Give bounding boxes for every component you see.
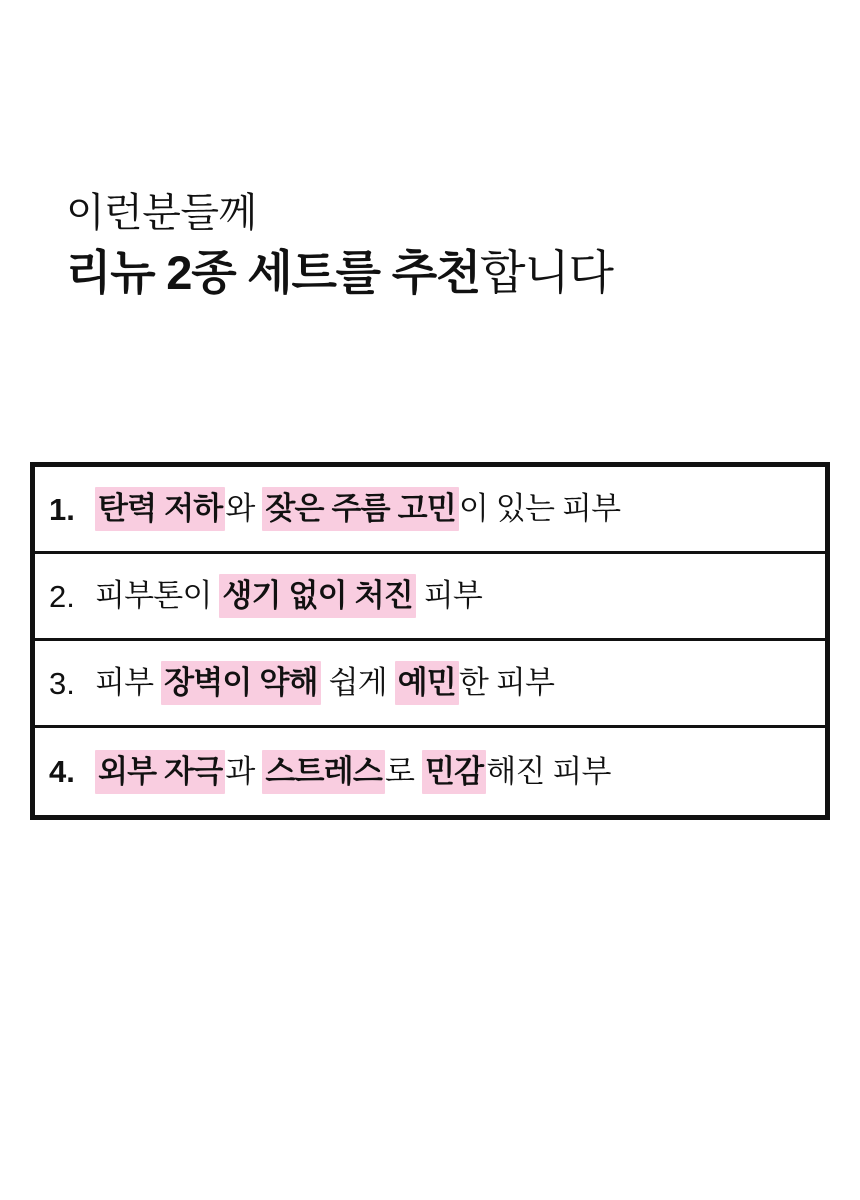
heading-title-emphasis: 리뉴 2종 세트를 추천: [66, 246, 481, 299]
list-item: [35, 641, 825, 728]
list-item-text: [95, 754, 825, 790]
highlight-phrase: 탄력 저하: [95, 487, 225, 531]
list-item-number: 1.: [49, 491, 75, 527]
plain-phrase: 로: [384, 753, 422, 789]
highlight-phrase: 잦은 주름 고민: [262, 487, 459, 531]
plain-phrase: 쉽게: [320, 665, 395, 701]
heading-title: [66, 244, 806, 301]
list-item-text: [95, 578, 825, 614]
highlight-phrase: 생기 없이 처진: [219, 574, 416, 618]
plain-phrase: 와: [225, 491, 263, 527]
highlight-phrase: 장벽이 약해: [161, 661, 321, 705]
list-item-text: [95, 491, 825, 527]
list-item: [35, 728, 825, 815]
list-item-number: 2.: [49, 578, 75, 614]
plain-phrase: 이 있는 피부: [458, 491, 621, 527]
list-item: [35, 467, 825, 554]
heading-block: [66, 188, 806, 301]
highlight-phrase: 스트레스: [262, 750, 385, 794]
heading-title-suffix: 합니다: [480, 246, 613, 299]
heading-subtitle: 이런분들께: [66, 191, 257, 235]
list-item-text: [95, 665, 825, 701]
plain-phrase: 피부톤이: [95, 578, 220, 614]
list-item: [35, 554, 825, 641]
highlight-phrase: 외부 자극: [95, 750, 225, 794]
plain-phrase: 한 피부: [458, 665, 555, 701]
plain-phrase: 해진 피부: [486, 753, 611, 789]
plain-phrase: 피부: [95, 665, 162, 701]
list-item-number: 3.: [49, 665, 75, 701]
plain-phrase: 과: [225, 753, 263, 789]
plain-phrase: 피부: [415, 578, 483, 614]
highlight-phrase: 민감: [422, 750, 486, 794]
recommendation-list: [30, 462, 830, 820]
highlight-phrase: 예민: [395, 661, 459, 705]
list-item-number: 4.: [49, 754, 75, 789]
